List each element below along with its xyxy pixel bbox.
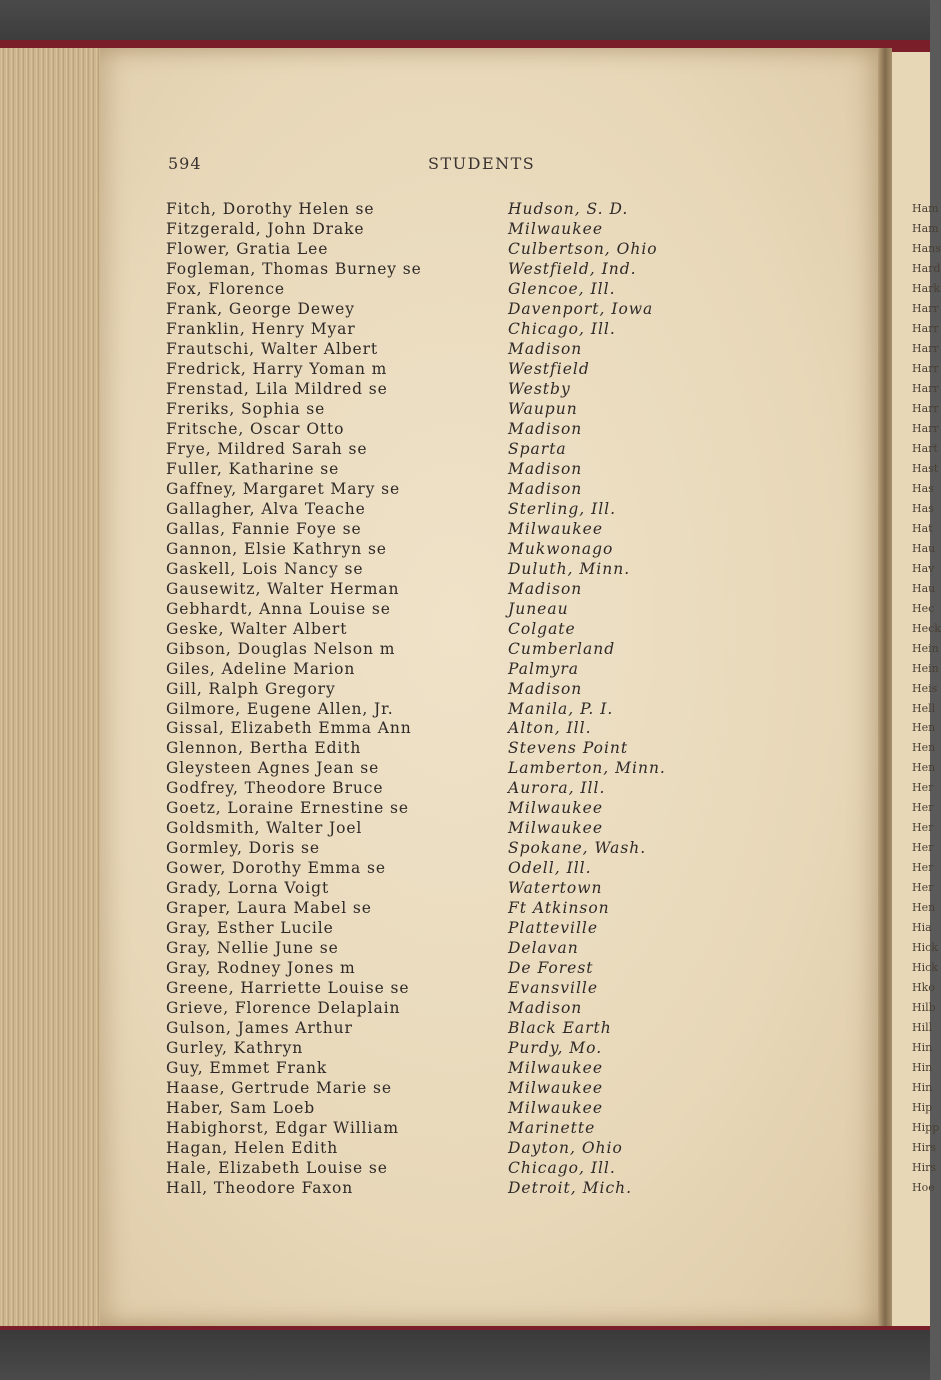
student-entry xyxy=(0,999,930,1019)
student-entry xyxy=(0,1139,930,1159)
facing-page-fragment: Hark xyxy=(912,281,941,295)
student-entry xyxy=(0,759,930,779)
student-entry xyxy=(0,260,930,280)
facing-page-fragment: Hko xyxy=(912,981,935,995)
student-entry xyxy=(0,839,930,859)
facing-page-fragment: Hilb xyxy=(912,1001,936,1015)
student-name: Godfrey, Theodore Bruce xyxy=(166,779,384,798)
student-hometown: Milwaukee xyxy=(508,1099,604,1118)
student-hometown: Westfield, Ind. xyxy=(508,259,637,278)
student-entry xyxy=(0,719,930,739)
facing-page-fragment: Hip xyxy=(912,1101,933,1115)
student-entry xyxy=(0,1099,933,1119)
student-name: Fitzgerald, John Drake xyxy=(166,219,365,238)
student-entry xyxy=(0,540,930,560)
student-entry xyxy=(0,919,930,939)
student-name: Fuller, Katharine se xyxy=(166,459,340,478)
facing-page-fragment: Hirs xyxy=(912,1161,937,1175)
student-entry xyxy=(0,959,930,979)
student-hometown: Duluth, Minn. xyxy=(508,559,631,578)
student-entry xyxy=(0,1119,930,1139)
facing-page-fragment: Harr xyxy=(912,301,939,315)
facing-page-fragment: Hen xyxy=(912,721,936,735)
student-hometown: Madison xyxy=(508,479,583,498)
facing-page-fragment: Hein xyxy=(912,641,939,655)
student-name: Fogleman, Thomas Burney se xyxy=(166,259,422,278)
student-name: Hall, Theodore Faxon xyxy=(166,1179,354,1198)
facing-page-fragment: Hard xyxy=(912,261,941,275)
student-entry xyxy=(0,340,930,360)
student-hometown: Stevens Point xyxy=(508,739,629,758)
facing-page-fragment: Heis xyxy=(912,681,938,695)
running-head: STUDENTS xyxy=(428,154,536,173)
student-hometown: Hudson, S. D. xyxy=(508,200,629,218)
student-entry xyxy=(0,320,930,340)
facing-page-fragment: Hin xyxy=(912,1061,933,1075)
student-entry xyxy=(0,799,930,819)
student-hometown: Waupun xyxy=(508,399,578,418)
facing-page-fragment: Hen xyxy=(912,901,936,915)
student-name: Gilmore, Eugene Allen, Jr. xyxy=(166,699,394,718)
student-name: Gissal, Elizabeth Emma Ann xyxy=(166,719,412,738)
student-hometown: Madison xyxy=(508,459,583,478)
student-name: Gebhardt, Anna Louise se xyxy=(166,599,391,618)
facing-page-fragment: Hia xyxy=(912,921,932,935)
student-hometown: Aurora, Ill. xyxy=(508,779,606,798)
facing-page-fragment: Hipp xyxy=(912,1121,940,1135)
facing-page-fragment: Hau xyxy=(912,581,936,595)
student-name: Gaffney, Margaret Mary se xyxy=(166,479,401,498)
student-entry xyxy=(0,240,930,260)
page-number: 594 xyxy=(168,154,202,173)
student-hometown: Purdy, Mo. xyxy=(508,1039,603,1058)
student-hometown: Chicago, Ill. xyxy=(508,1159,616,1178)
student-name: Habighorst, Edgar William xyxy=(166,1119,399,1138)
student-hometown: Dayton, Ohio xyxy=(508,1139,623,1158)
student-entry xyxy=(0,480,930,500)
facing-page-fragment: Hoe xyxy=(912,1181,935,1195)
student-name: Guy, Emmet Frank xyxy=(166,1059,328,1078)
facing-page-fragment: Hill xyxy=(912,1021,933,1035)
student-name: Gibson, Douglas Nelson m xyxy=(166,639,396,658)
student-name: Gower, Dorothy Emma se xyxy=(166,859,386,878)
facing-page-fragment: Her xyxy=(912,781,934,795)
facing-page-fragment: Her xyxy=(912,841,934,855)
student-hometown: Detroit, Mich. xyxy=(508,1179,633,1198)
student-entry xyxy=(0,859,930,879)
student-name: Graper, Laura Mabel se xyxy=(166,899,372,918)
student-hometown: Juneau xyxy=(508,599,569,618)
student-hometown: Milwaukee xyxy=(508,519,604,538)
facing-page-fragment: Hin xyxy=(912,1041,933,1055)
student-entry xyxy=(0,1019,933,1039)
facing-page-fragment: Hans xyxy=(912,241,941,255)
student-hometown: Alton, Ill. xyxy=(508,719,592,738)
student-name: Gray, Nellie June se xyxy=(166,939,339,958)
student-entry xyxy=(0,1179,930,1199)
student-entry xyxy=(0,580,930,600)
student-entry xyxy=(0,1059,933,1079)
student-hometown: Madison xyxy=(508,419,583,438)
student-hometown: Milwaukee xyxy=(508,1059,604,1078)
student-hometown: Milwaukee xyxy=(508,219,604,238)
facing-page-fragment: Hen xyxy=(912,761,936,775)
student-hometown: Glencoe, Ill. xyxy=(508,279,616,298)
student-name: Hale, Elizabeth Louise se xyxy=(166,1159,388,1178)
student-entry xyxy=(0,300,930,320)
student-entry xyxy=(0,620,930,640)
student-hometown: Mukwonago xyxy=(508,539,614,558)
student-hometown: Colgate xyxy=(508,619,576,638)
student-entry xyxy=(0,400,930,420)
student-hometown: Cumberland xyxy=(508,639,616,658)
student-entry xyxy=(0,380,930,400)
facing-page-fragment: Hirs xyxy=(912,1141,937,1155)
student-name: Frye, Mildred Sarah se xyxy=(166,439,368,458)
student-name: Gallas, Fannie Foye se xyxy=(166,519,362,538)
student-hometown: Manila, P. I. xyxy=(508,699,614,718)
student-name: Goldsmith, Walter Joel xyxy=(166,819,363,838)
facing-page-fragment: Hart xyxy=(912,441,938,455)
facing-page-fragment: Hick xyxy=(912,961,938,975)
facing-page-fragment: Ham xyxy=(912,202,939,215)
facing-page-fragment: Hec xyxy=(912,601,935,615)
student-name: Geske, Walter Albert xyxy=(166,619,348,638)
student-name: Gaskell, Lois Nancy se xyxy=(166,559,364,578)
facing-page-fragment: Harr xyxy=(912,341,939,355)
facing-page-fragment: Her xyxy=(912,821,934,835)
student-hometown: Madison xyxy=(508,579,583,598)
student-hometown: Milwaukee xyxy=(508,819,604,838)
student-hometown: Madison xyxy=(508,339,583,358)
student-entry xyxy=(0,360,930,380)
student-entry xyxy=(0,1079,933,1099)
student-entry xyxy=(0,220,930,240)
student-name: Haber, Sam Loeb xyxy=(166,1099,316,1118)
facing-page-fragment: Hell xyxy=(912,701,936,715)
student-entry xyxy=(0,739,930,759)
student-name: Frenstad, Lila Mildred se xyxy=(166,379,388,398)
student-hometown: Palmyra xyxy=(508,659,580,678)
facing-page-fragment: Harr xyxy=(912,361,939,375)
student-hometown: Delavan xyxy=(508,939,579,958)
student-hometown: Madison xyxy=(508,999,583,1018)
student-hometown: Westby xyxy=(508,379,571,398)
facing-page-fragment: Hen xyxy=(912,741,936,755)
student-name: Fox, Florence xyxy=(166,279,285,298)
student-name: Freriks, Sophia se xyxy=(166,399,326,418)
student-hometown: Milwaukee xyxy=(508,799,604,818)
student-hometown: Westfield xyxy=(508,359,590,378)
facing-page-fragment: Her xyxy=(912,801,934,815)
student-hometown: De Forest xyxy=(508,959,594,978)
facing-page-fragment: Hau xyxy=(912,541,936,555)
student-entry xyxy=(0,979,930,999)
student-name: Gausewitz, Walter Herman xyxy=(166,579,400,598)
facing-page-fragment: Her xyxy=(912,861,934,875)
student-name: Fritsche, Oscar Otto xyxy=(166,419,345,438)
facing-page-fragment: Her xyxy=(912,881,934,895)
student-name: Hagan, Helen Edith xyxy=(166,1139,339,1158)
student-name: Fredrick, Harry Yoman m xyxy=(166,359,388,378)
student-name: Gleysteen Agnes Jean se xyxy=(166,759,380,778)
student-name: Giles, Adeline Marion xyxy=(166,659,356,678)
student-entry xyxy=(0,440,930,460)
student-hometown: Marinette xyxy=(508,1119,596,1138)
student-hometown: Watertown xyxy=(508,879,603,898)
facing-page-fragment: Harr xyxy=(912,321,939,335)
student-hometown: Ft Atkinson xyxy=(508,899,610,918)
facing-page-fragment: Harr xyxy=(912,381,939,395)
student-name: Gray, Esther Lucile xyxy=(166,919,334,938)
student-name: Goetz, Loraine Ernestine se xyxy=(166,799,409,818)
facing-page-fragment: Harr xyxy=(912,421,939,435)
student-entry xyxy=(0,899,930,919)
student-entry xyxy=(0,879,930,899)
student-name: Frautschi, Walter Albert xyxy=(166,339,379,358)
student-entry xyxy=(0,1039,933,1059)
student-name: Greene, Harriette Louise se xyxy=(166,979,410,998)
student-hometown: Spokane, Wash. xyxy=(508,839,647,858)
student-entry xyxy=(0,460,930,480)
facing-page-fragment: Hat xyxy=(912,521,933,535)
student-entry xyxy=(0,779,930,799)
student-hometown: Platteville xyxy=(508,919,599,938)
scan-background-bottom xyxy=(0,1330,930,1380)
student-name: Haase, Gertrude Marie se xyxy=(166,1079,392,1098)
student-hometown: Chicago, Ill. xyxy=(508,319,616,338)
student-entry xyxy=(0,200,930,220)
facing-page-fragment: Hast xyxy=(912,461,939,475)
student-hometown: Black Earth xyxy=(508,1019,612,1038)
student-entry xyxy=(0,520,930,540)
student-entry xyxy=(0,1159,930,1179)
facing-page-fragment: Harr xyxy=(912,401,939,415)
facing-page-fragment: Has xyxy=(912,481,934,495)
student-name: Gallagher, Alva Teache xyxy=(166,499,366,518)
student-name: Grieve, Florence Delaplain xyxy=(166,999,401,1018)
facing-page-fragment: Hick xyxy=(912,941,938,955)
student-hometown: Culbertson, Ohio xyxy=(508,239,658,258)
student-entry xyxy=(0,660,930,680)
student-entry xyxy=(0,939,930,959)
student-name: Frank, George Dewey xyxy=(166,299,355,318)
student-name: Gormley, Doris se xyxy=(166,839,320,858)
student-entry xyxy=(0,600,930,620)
student-name: Gulson, James Arthur xyxy=(166,1019,353,1038)
student-hometown: Evansville xyxy=(508,979,599,998)
student-entry xyxy=(0,560,930,580)
facing-page-fragment: Has xyxy=(912,501,934,515)
student-hometown: Milwaukee xyxy=(508,1079,604,1098)
student-hometown: Sparta xyxy=(508,439,567,458)
student-entry xyxy=(0,500,930,520)
student-entry xyxy=(0,680,930,700)
student-name: Glennon, Bertha Edith xyxy=(166,739,362,758)
student-entry xyxy=(0,280,930,300)
student-entry xyxy=(0,640,930,660)
student-name: Gannon, Elsie Kathryn se xyxy=(166,539,387,558)
student-hometown: Lamberton, Minn. xyxy=(508,759,666,778)
student-name: Gurley, Kathryn xyxy=(166,1039,304,1058)
student-entry xyxy=(0,700,930,720)
student-name: Grady, Lorna Voigt xyxy=(166,879,330,898)
student-entry xyxy=(0,420,930,440)
facing-page-fragment: Heck xyxy=(912,621,941,635)
student-hometown: Odell, Ill. xyxy=(508,859,592,878)
facing-page-fragment: Ham xyxy=(912,221,939,235)
student-name: Fitch, Dorothy Helen se xyxy=(166,200,375,218)
facing-page-fragment: Hav xyxy=(912,561,935,575)
student-name: Gill, Ralph Gregory xyxy=(166,679,336,698)
student-hometown: Madison xyxy=(508,679,583,698)
student-name: Franklin, Henry Myar xyxy=(166,319,356,338)
student-entry xyxy=(0,819,930,839)
facing-page-fragment: Hin xyxy=(912,1081,933,1095)
student-name: Flower, Gratia Lee xyxy=(166,239,329,258)
facing-page-fragment: Hein xyxy=(912,661,939,675)
student-hometown: Davenport, Iowa xyxy=(508,299,654,318)
student-name: Gray, Rodney Jones m xyxy=(166,959,356,978)
student-hometown: Sterling, Ill. xyxy=(508,499,617,518)
